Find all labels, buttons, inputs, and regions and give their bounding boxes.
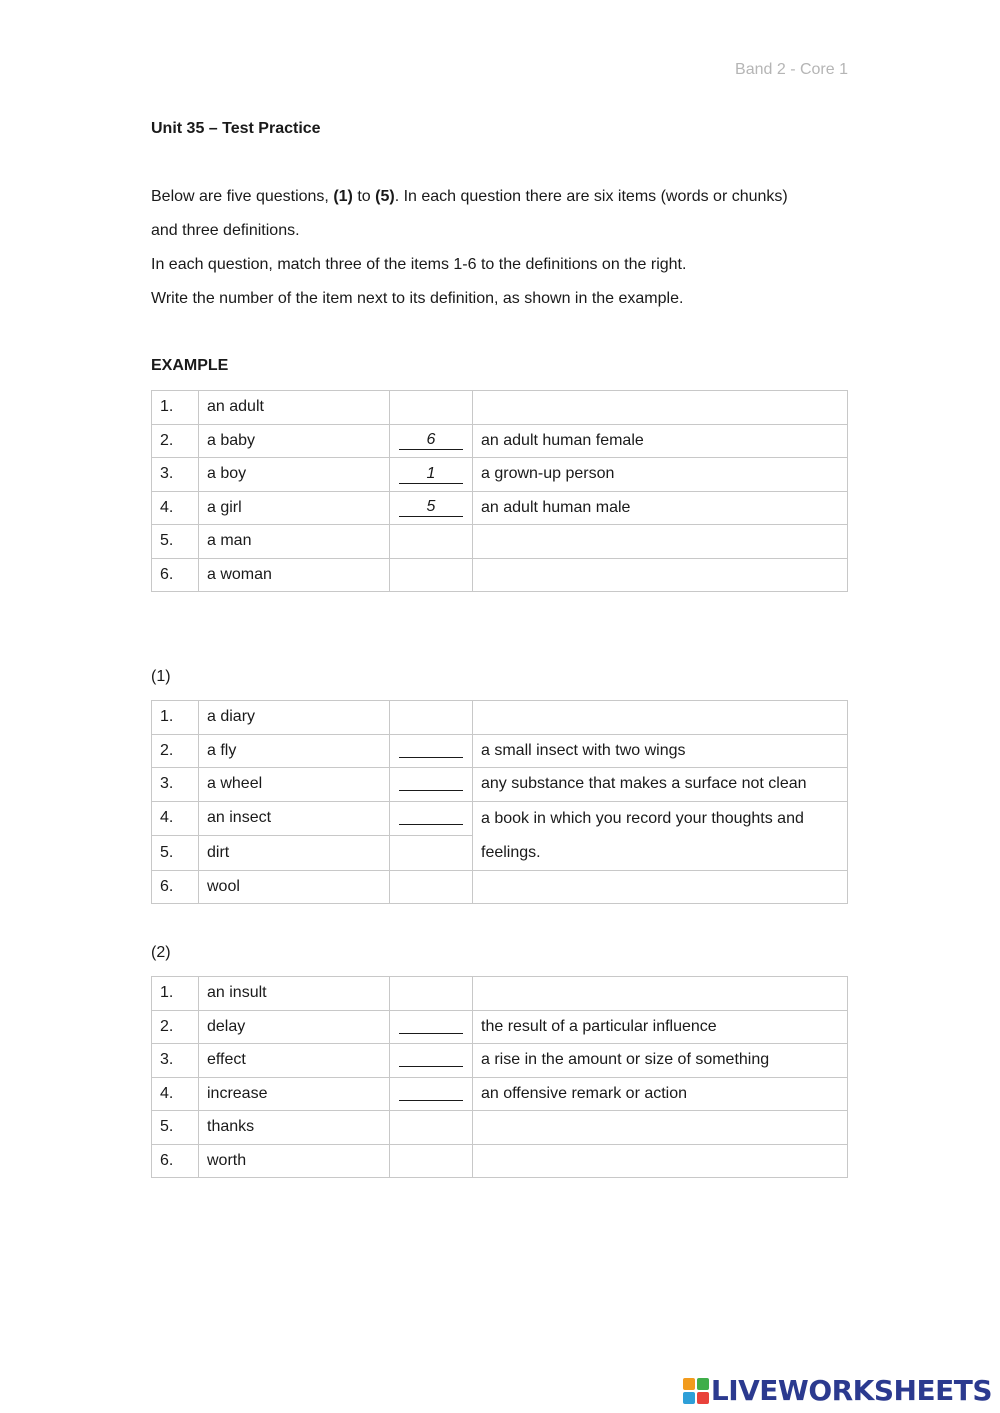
- item-text: a baby: [199, 424, 390, 458]
- example-label: EXAMPLE: [151, 357, 229, 374]
- answer-cell: [390, 768, 473, 802]
- item-text: dirt: [199, 836, 390, 871]
- question-1-label: (1): [151, 668, 171, 685]
- definition-cell: [473, 1111, 848, 1145]
- table-row: [152, 491, 848, 525]
- table-row: [152, 1077, 848, 1111]
- table-row: [152, 801, 848, 836]
- example-answer: 1: [399, 465, 463, 484]
- item-number: 3.: [152, 1044, 199, 1078]
- item-text: a wheel: [199, 768, 390, 802]
- header-band-label: Band 2 - Core 1: [735, 61, 848, 78]
- item-number: 6.: [152, 558, 199, 592]
- item-number: 4.: [152, 491, 199, 525]
- table-row: [152, 525, 848, 559]
- item-text: thanks: [199, 1111, 390, 1145]
- item-number: 2.: [152, 424, 199, 458]
- answer-cell: [390, 1111, 473, 1145]
- definition-cell: [473, 701, 848, 735]
- table-row: [152, 558, 848, 592]
- item-text: worth: [199, 1144, 390, 1178]
- item-number: 5.: [152, 525, 199, 559]
- table-row: [152, 768, 848, 802]
- answer-cell: [390, 870, 473, 904]
- item-text: a fly: [199, 734, 390, 768]
- table-row: [152, 1044, 848, 1078]
- answer-cell: [390, 558, 473, 592]
- item-number: 2.: [152, 734, 199, 768]
- logo-text: LIVEWORKSHEETS: [710, 1374, 992, 1407]
- table-row: [152, 458, 848, 492]
- item-text: a diary: [199, 701, 390, 735]
- item-number: 4.: [152, 1077, 199, 1111]
- answer-cell: [390, 1010, 473, 1044]
- liveworksheets-logo[interactable]: [683, 1374, 992, 1407]
- answer-blank-input[interactable]: [399, 1015, 463, 1034]
- item-text: an insect: [199, 801, 390, 836]
- instructions-line-3: In each question, match three of the items 1-6 to the definitions on the right.: [151, 256, 687, 273]
- definition-line: feelings.: [481, 843, 541, 861]
- answer-blank-input[interactable]: [399, 1082, 463, 1101]
- definition-cell: [473, 525, 848, 559]
- table-row: [152, 1111, 848, 1145]
- item-text: a boy: [199, 458, 390, 492]
- item-number: 4.: [152, 801, 199, 836]
- definition-cell: [473, 870, 848, 904]
- answer-cell: [390, 1144, 473, 1178]
- question-1-table: [151, 700, 848, 904]
- table-row: [152, 391, 848, 425]
- answer-cell: [390, 458, 473, 492]
- definition-text: a grown-up person: [473, 458, 848, 492]
- item-number: 1.: [152, 977, 199, 1011]
- table-row: [152, 734, 848, 768]
- definition-text: the result of a particular influence: [473, 1010, 848, 1044]
- definition-cell: [473, 1144, 848, 1178]
- definition-text: an offensive remark or action: [473, 1077, 848, 1111]
- item-number: 5.: [152, 1111, 199, 1145]
- item-number: 3.: [152, 768, 199, 802]
- answer-cell: [390, 1077, 473, 1111]
- instructions-line-4: Write the number of the item next to its definition, as shown in the example.: [151, 290, 684, 307]
- logo-icon: [683, 1378, 709, 1404]
- table-row: [152, 424, 848, 458]
- answer-cell: [390, 836, 473, 871]
- item-text: a man: [199, 525, 390, 559]
- instructions: [151, 180, 851, 316]
- table-row: [152, 701, 848, 735]
- question-2-label: (2): [151, 944, 171, 961]
- definition-line: a book in which you record your thoughts and: [481, 809, 804, 827]
- item-text: an adult: [199, 391, 390, 425]
- definition-cell: [473, 391, 848, 425]
- item-text: an insult: [199, 977, 390, 1011]
- answer-cell: [390, 1044, 473, 1078]
- answer-blank-input[interactable]: [399, 806, 463, 825]
- answer-blank-input[interactable]: [399, 772, 463, 791]
- item-number: 3.: [152, 458, 199, 492]
- item-number: 1.: [152, 701, 199, 735]
- definition-cell: [473, 977, 848, 1011]
- table-row: [152, 1144, 848, 1178]
- definition-text: an adult human male: [473, 491, 848, 525]
- page-title: Unit 35 – Test Practice: [151, 120, 321, 137]
- answer-cell: [390, 734, 473, 768]
- definition-text: a small insect with two wings: [473, 734, 848, 768]
- example-table: [151, 390, 848, 592]
- example-answer: 5: [399, 498, 463, 517]
- answer-cell: [390, 801, 473, 836]
- item-text: effect: [199, 1044, 390, 1078]
- table-row: [152, 870, 848, 904]
- item-text: a woman: [199, 558, 390, 592]
- item-number: 5.: [152, 836, 199, 871]
- definition-text: any substance that makes a surface not clean: [473, 768, 848, 802]
- question-2-table: [151, 976, 848, 1178]
- answer-cell: [390, 491, 473, 525]
- item-text: increase: [199, 1077, 390, 1111]
- item-text: wool: [199, 870, 390, 904]
- item-text: delay: [199, 1010, 390, 1044]
- definition-text: a rise in the amount or size of something: [473, 1044, 848, 1078]
- answer-cell: [390, 391, 473, 425]
- answer-cell: [390, 424, 473, 458]
- example-answer: 6: [399, 431, 463, 450]
- definition-text: an adult human female: [473, 424, 848, 458]
- answer-cell: [390, 525, 473, 559]
- instructions-line-2: and three definitions.: [151, 222, 300, 239]
- answer-cell: [390, 701, 473, 735]
- table-row: [152, 1010, 848, 1044]
- item-number: 6.: [152, 870, 199, 904]
- instructions-line-1: Below are five questions, (1) to (5). In each question there are six items (words or chunks): [151, 188, 788, 205]
- item-text: a girl: [199, 491, 390, 525]
- item-number: 2.: [152, 1010, 199, 1044]
- table-row: [152, 977, 848, 1011]
- answer-blank-input[interactable]: [399, 739, 463, 758]
- answer-cell: [390, 977, 473, 1011]
- definition-text: [473, 801, 848, 870]
- answer-blank-input[interactable]: [399, 1048, 463, 1067]
- item-number: 1.: [152, 391, 199, 425]
- item-number: 6.: [152, 1144, 199, 1178]
- definition-cell: [473, 558, 848, 592]
